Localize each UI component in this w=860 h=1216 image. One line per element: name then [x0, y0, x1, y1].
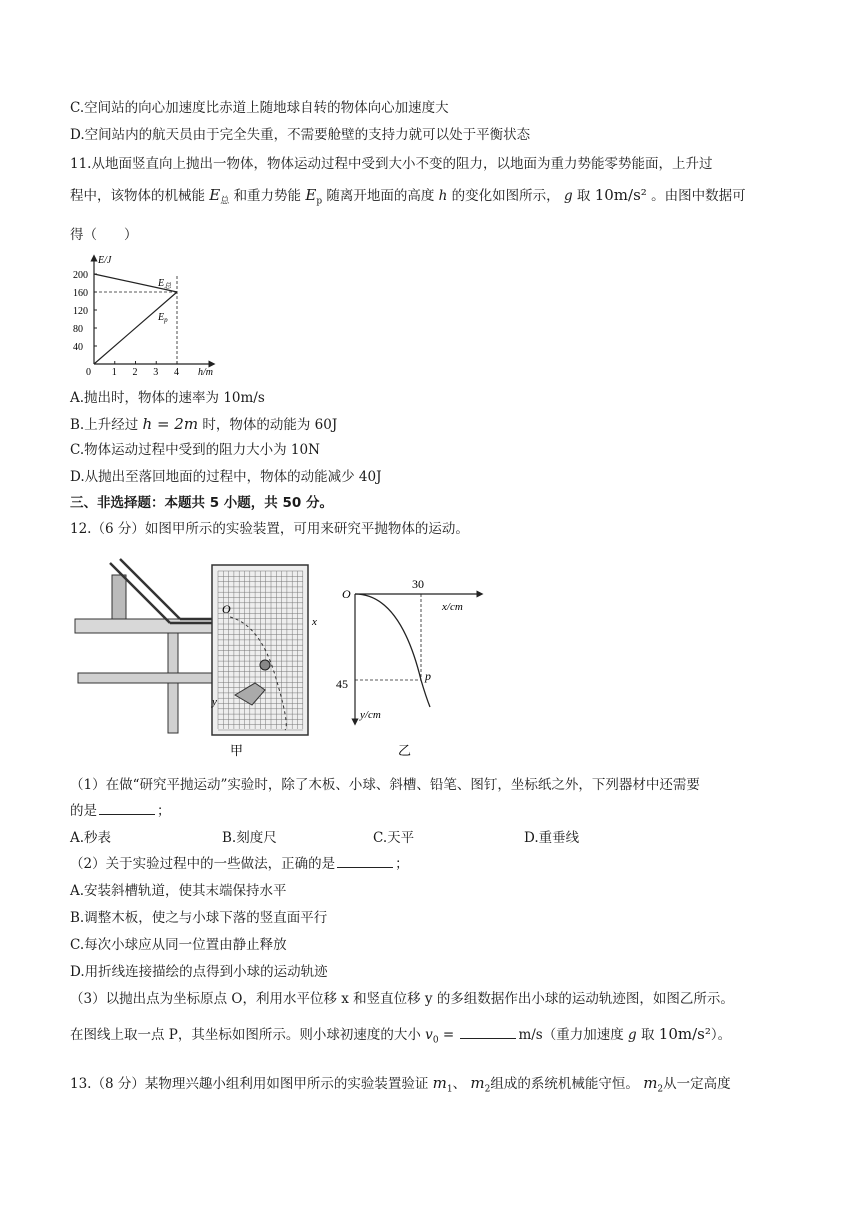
q10-option-d: D.空间站内的航天员由于完全失重，不需要舱壁的支持力就可以处于平衡状态: [70, 127, 531, 143]
series-e-p-line: [94, 292, 177, 364]
q11-option-c: C.物体运动过程中受到的阻力大小为 10N: [70, 442, 320, 458]
q12-sub1-option-c: C.天平: [373, 830, 415, 846]
q11-option-a: A.抛出时，物体的速率为 10m/s: [70, 390, 265, 406]
q11-stem-line2: 程中，该物体的机械能 $E_总$ 和重力势能 $E_p$ 随离开地面的高度 h 的变化如图所示， g 取 10m/s² 。由图中数据可: [70, 186, 746, 207]
incline-track-2: [120, 559, 180, 619]
yi-y-label: y/cm: [360, 709, 381, 721]
y-tick-label: 160: [73, 288, 88, 299]
x-axis-label: h/m: [198, 367, 213, 377]
x-tick-label: 4: [174, 367, 179, 377]
q11-option-b: B.上升经过 h = 2m 时，物体的动能为 60J: [70, 415, 338, 433]
q12-sub3-line2: 在图线上取一点 P，其坐标如图所示。则小球初速度的大小 $v_0 = m/s$（重力加速度 g 取 10m/s²）。: [70, 1025, 732, 1046]
q12-stem: 12.（6 分）如图甲所示的实验装置，可用来研究平抛物体的运动。: [70, 521, 469, 537]
answer-blank-1[interactable]: [99, 802, 155, 815]
table-top: [75, 619, 225, 633]
fig-yi-caption: 乙: [398, 743, 412, 758]
q12-sub2-option-d: D.用折线连接描绘的点得到小球的运动轨迹: [70, 964, 328, 980]
table-leg-2: [78, 673, 218, 683]
q12-sub1-option-d: D.重垂线: [524, 830, 580, 846]
series-label-e-p: $E_p$: [158, 312, 168, 324]
ball: [260, 660, 270, 670]
answer-blank-3[interactable]: [460, 1026, 516, 1039]
jia-origin-label: O: [222, 602, 231, 616]
y-tick-label: 80: [73, 324, 83, 335]
fig-jia-caption: 甲: [230, 743, 244, 758]
q12-sub2-option-b: B.调整木板，使之与小球下落的竖直面平行: [70, 910, 328, 926]
q10-option-c: C.空间站的向心加速度比赤道上随地球自转的物体向心加速度大: [70, 100, 449, 116]
q12-sub2-option-a: A.安装斜槽轨道，使其末端保持水平: [70, 883, 287, 899]
origin-label: 0: [86, 367, 91, 377]
yi-x-tick: 30: [412, 577, 424, 591]
q12-sub2-option-c: C.每次小球应从同一位置由静止释放: [70, 937, 287, 953]
grid-board: [212, 565, 308, 735]
e-p-symbol: E: [305, 186, 317, 204]
yi-y-tick: 45: [336, 677, 348, 691]
q12-sub3-line1: （3）以抛出点为坐标原点 O，利用水平位移 x 和竖直位移 y 的多组数据作出小球的运动轨迹图，如图乙所示。: [70, 991, 734, 1007]
y-axis-label: E/J: [98, 255, 112, 266]
e-total-symbol: E: [209, 186, 221, 204]
jia-y-label: y: [212, 696, 217, 708]
yi-point-label: p: [425, 669, 431, 683]
q12-sub1-line2: 的是 ；: [70, 803, 171, 819]
x-tick-label: 3: [153, 367, 159, 377]
jia-x-label: x: [312, 616, 317, 628]
q12-sub1-line1: （1）在做“研究平抛运动”实验时，除了木板、小球、斜槽、铅笔、图钉，坐标纸之外，下列器材中还需要: [70, 777, 700, 793]
answer-blank-2[interactable]: [337, 855, 393, 868]
support-post: [112, 575, 126, 619]
y-tick-label: 200: [73, 270, 88, 281]
q12-sub1-option-b: B.刻度尺: [222, 830, 277, 846]
q12-figure-jia: [70, 555, 330, 760]
x-tick-label: 2: [132, 367, 138, 377]
q11-stem-line3: 得（ ）: [70, 227, 138, 243]
q12-sub1-option-a: A.秒表: [70, 830, 112, 846]
series-label-e-total: $E_总$: [158, 278, 172, 290]
yi-trajectory: [355, 594, 430, 707]
yi-x-label: x/cm: [442, 601, 463, 613]
q13-stem: 13.（8 分）某物理兴趣小组利用如图甲所示的实验装置验证 $m_1$、 $m_2$组成的系统机械能守恒。 $m_2$从一定高度: [70, 1074, 731, 1095]
q11-stem-line1: 11.从地面竖直向上抛出一物体，物体运动过程中受到大小不变的阻力，以地面为重力势能零势能面，上升过: [70, 156, 713, 172]
y-tick-label: 40: [73, 342, 83, 353]
q11-option-d: D.从抛出至落回地面的过程中，物体的动能减少 40J: [70, 469, 382, 485]
y-tick-label: 120: [73, 306, 88, 317]
yi-origin: O: [342, 587, 351, 601]
q11-energy-graph: [70, 252, 230, 377]
q12-figure-yi: [330, 572, 510, 762]
section-3-heading: 三、非选择题：本题共 5 小题，共 50 分。: [70, 495, 333, 511]
q12-sub2: （2）关于实验过程中的一些做法，正确的是 ；: [70, 856, 409, 872]
x-tick-label: 1: [111, 367, 117, 377]
